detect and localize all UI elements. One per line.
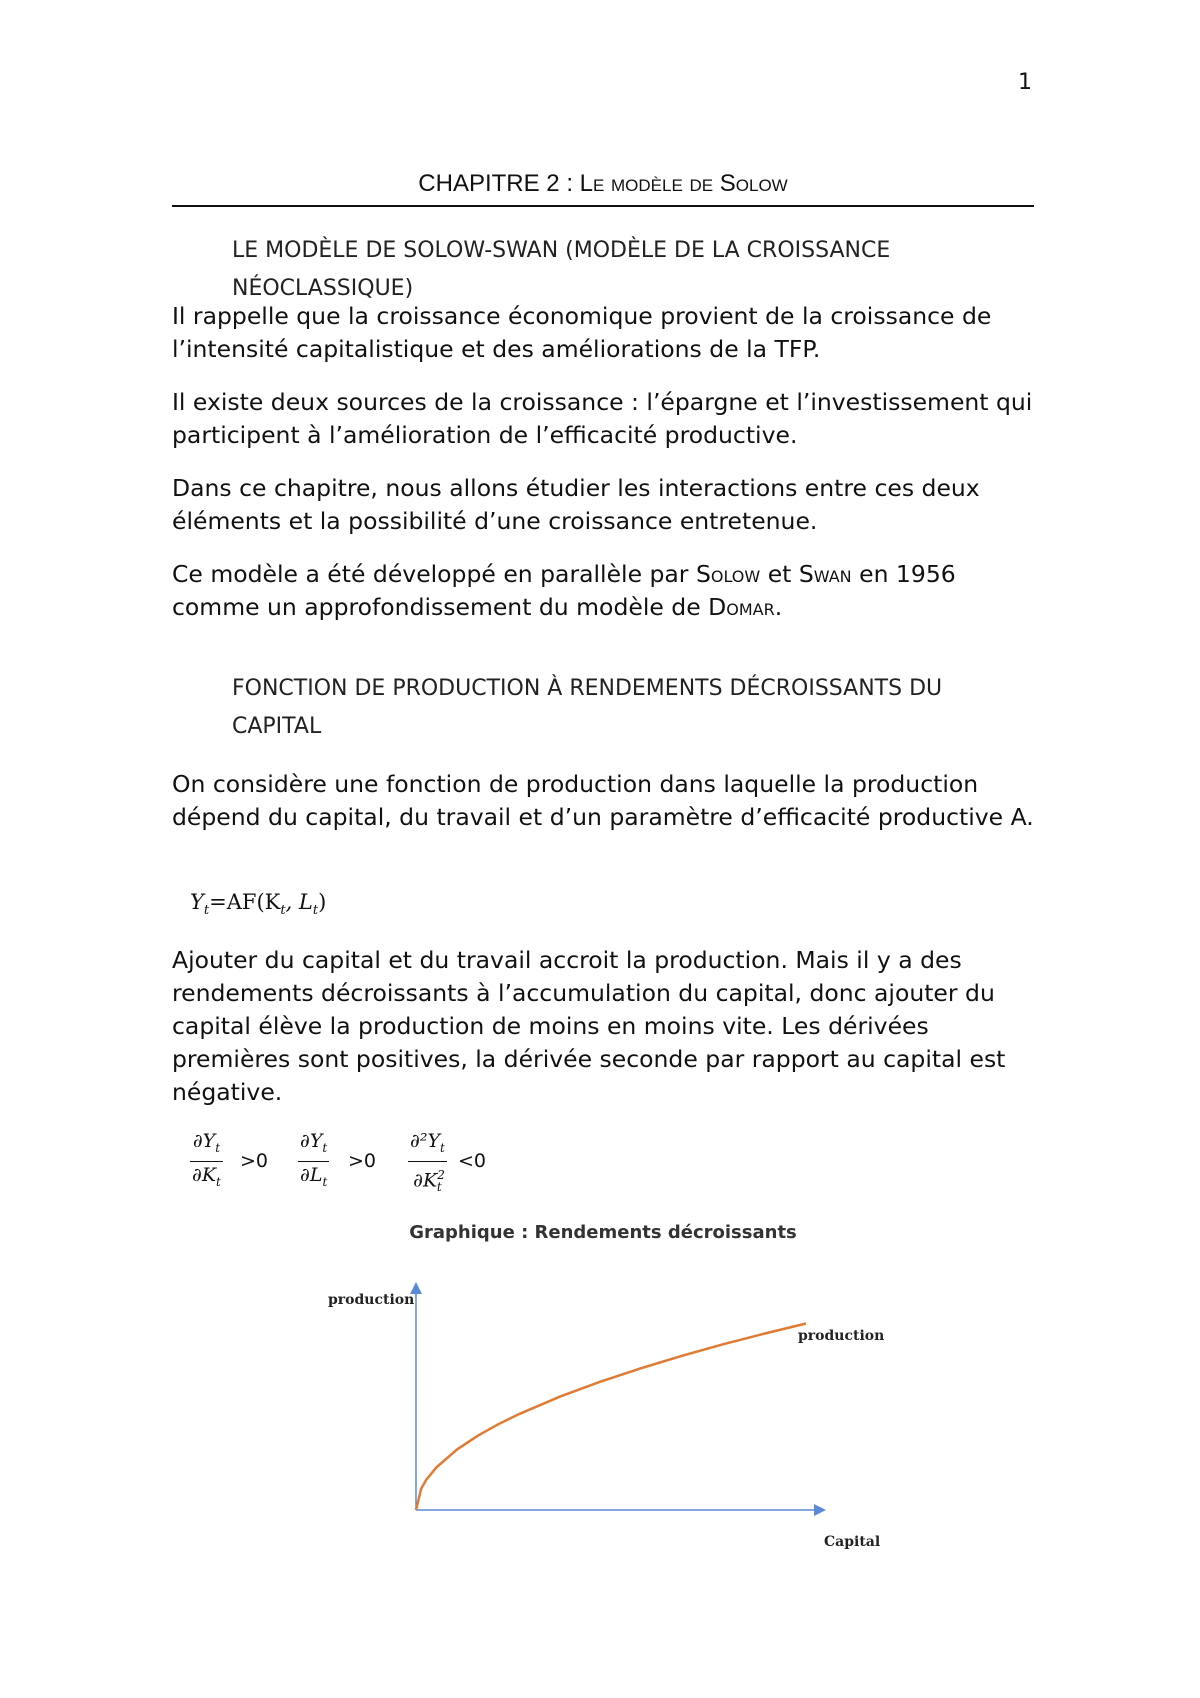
chapter-prefix: CHAPITRE 2 :	[418, 170, 580, 197]
graph-caption: Graphique : Rendements décroissants	[409, 1222, 797, 1243]
deriv-num: ∂Y	[300, 1130, 323, 1152]
derivative-l	[298, 1128, 329, 1195]
deriv-den-sub: t	[322, 1174, 328, 1189]
paragraph-tfp: Il rappelle que la croissance économique provient de la croissance de l’intensité capitalistique et des améliorations de la TFP.	[172, 302, 992, 363]
author-solow: Solow	[695, 560, 761, 588]
deriv-den-sub: t	[436, 1179, 442, 1194]
derivative-k	[190, 1128, 223, 1195]
paragraph-history	[172, 558, 1042, 624]
formula-k-sub: t	[280, 903, 286, 919]
chapter-title	[172, 170, 1034, 202]
formula-l: , L	[285, 890, 313, 914]
deriv-den: ∂L	[300, 1163, 323, 1186]
deriv-num: ∂²Y	[410, 1130, 440, 1152]
y-axis-label: production	[328, 1292, 415, 1308]
section-heading-text-2: FONCTION DE PRODUCTION À RENDEMENTS DÉCROISSANTS DU CAPITAL	[232, 676, 943, 739]
formula-close: )	[318, 890, 327, 914]
second-derivative-relation: <0	[458, 1150, 487, 1172]
deriv-den: ∂K	[192, 1163, 217, 1186]
production-function-formula	[190, 890, 326, 918]
production-curve	[416, 1324, 806, 1511]
deriv-den-sub: t	[216, 1174, 221, 1189]
second-derivative-k	[408, 1128, 447, 1200]
x-axis-label: Capital	[824, 1534, 881, 1550]
paragraph-diminishing-returns: Ajouter du capital et du travail accroit la production. Mais il y a des rendements décroissants à l’accumulation du capital, donc ajouter du capital élève la production de moins en moins vite. Les dérivées premières sont positives, la dérivée seconde par rapport au capital est négative.	[172, 946, 1006, 1106]
author-domar: Domar	[708, 593, 775, 621]
author-swan: Swan	[798, 560, 852, 588]
series-label: production	[798, 1328, 885, 1344]
history-text-d: .	[774, 593, 783, 621]
deriv-den: ∂K	[413, 1169, 438, 1192]
deriv-num-sub: t	[322, 1140, 328, 1155]
history-text-c: en 1956 comme un approfondissement du modèle de	[172, 560, 956, 621]
formula-l-sub: t	[312, 903, 319, 919]
deriv-den-sup: 2	[437, 1167, 445, 1182]
derivative-k-relation: >0	[240, 1150, 269, 1172]
chapter-name: Le modèle de Solow	[579, 170, 788, 197]
formula-k: (K	[256, 890, 281, 914]
history-text-a: Ce modèle a été développé en parallèle par	[172, 560, 696, 588]
paragraph-interactions: Dans ce chapitre, nous allons étudier les interactions entre ces deux éléments et la possibilité d’une croissance entretenue.	[172, 474, 980, 535]
page-number: 1	[1018, 70, 1032, 95]
deriv-num-sub: t	[439, 1140, 445, 1155]
chapter-rule	[172, 205, 1034, 207]
history-text-b: et	[760, 560, 799, 588]
paragraph-sources: Il existe deux sources de la croissance : l’épargne et l’investissement qui participent à l’amélioration de l’efficacité productive.	[172, 388, 1033, 449]
deriv-num: ∂Y	[192, 1130, 216, 1152]
diminishing-returns-chart	[320, 1270, 900, 1560]
section-heading-text: LE MODÈLE DE SOLOW-SWAN (MODÈLE DE LA CROISSANCE NÉOCLASSIQUE)	[232, 238, 891, 301]
section-heading-solow-swan	[232, 232, 1012, 308]
formula-y: Y	[190, 890, 204, 914]
paragraph-production-function: On considère une fonction de production dans laquelle la production dépend du capital, du travail et d’un paramètre d’efficacité productive A.	[172, 770, 1034, 831]
formula-sub-t: t	[203, 903, 210, 919]
deriv-num-sub: t	[215, 1140, 221, 1155]
derivative-l-relation: >0	[348, 1150, 377, 1172]
section-heading-production-function	[232, 670, 1012, 746]
formula-eq: =AF	[209, 890, 257, 914]
